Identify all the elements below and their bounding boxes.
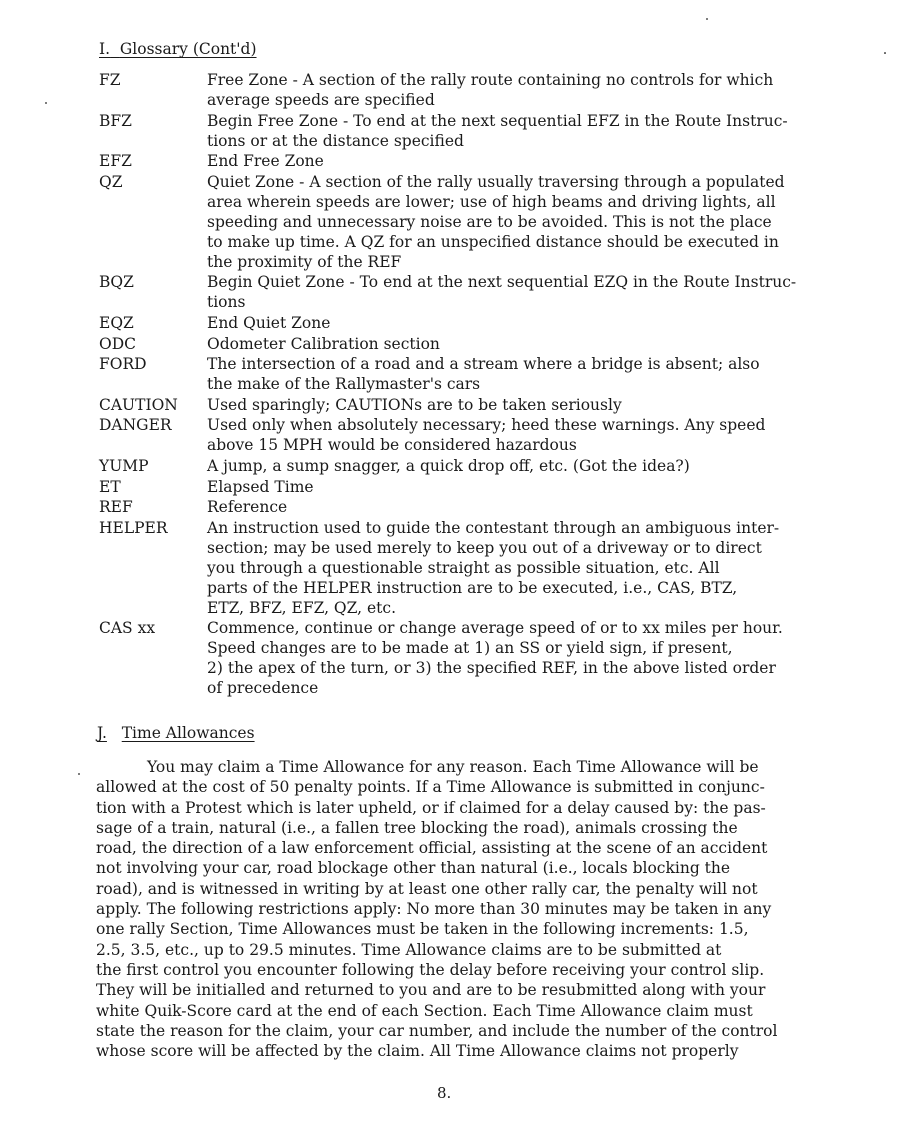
definition-line: 2) the apex of the turn, or 3) the specified REF, in the above listed order — [207, 659, 776, 678]
glossary-entry — [99, 395, 839, 415]
scan-speck — [78, 773, 80, 775]
definition-line: A jump, a sump snagger, a quick drop off, etc. (Got the idea?) — [207, 456, 690, 475]
definition-line: End Free Zone — [207, 152, 324, 171]
definition-line: the proximity of the REF — [207, 252, 402, 271]
definition-line: Reference — [207, 498, 288, 517]
glossary-entry — [99, 518, 839, 618]
paragraph-line: tion with a Protest which is later upheld, or if claimed for a delay caused by: the pas- — [96, 798, 766, 817]
glossary-term: CAUTION — [99, 395, 178, 414]
glossary-term: DANGER — [99, 416, 172, 435]
glossary-definition — [207, 518, 839, 618]
glossary-definition — [207, 395, 839, 415]
glossary-entry — [99, 172, 839, 272]
section-j-heading — [97, 723, 255, 743]
definition-line: area wherein speeds are lower; use of high beams and driving lights, all — [207, 192, 776, 211]
definition-line: speeding and unnecessary noise are to be avoided. This is not the place — [207, 212, 772, 231]
section-i-title: Glossary (Cont'd) — [119, 40, 257, 58]
paragraph-line: sage of a train, natural (i.e., a fallen tree blocking the road), animals crossing the — [96, 818, 738, 837]
glossary-term: CAS xx — [99, 619, 156, 638]
glossary-term: REF — [99, 498, 133, 517]
definition-line: section; may be used merely to keep you out of a driveway or to direct — [207, 538, 762, 557]
glossary-entry — [99, 313, 839, 333]
definition-line: tions — [207, 293, 246, 312]
glossary-definition — [207, 111, 839, 151]
glossary-definition — [207, 70, 839, 110]
definition-line: Quiet Zone - A section of the rally usually traversing through a populated — [207, 172, 785, 191]
glossary-definition — [207, 477, 839, 497]
paragraph-line: the first control you encounter following the delay before receiving your control slip. — [96, 960, 765, 979]
definition-line: Elapsed Time — [207, 477, 314, 496]
paragraph-line: state the reason for the claim, your car number, and include the number of the control — [96, 1021, 778, 1040]
glossary-entry — [99, 618, 839, 698]
scan-speck — [706, 18, 708, 20]
glossary-term: FZ — [99, 71, 121, 89]
definition-line: Commence, continue or change average speed of or to xx miles per hour. — [207, 619, 783, 638]
definition-line: average speeds are specified — [207, 91, 435, 109]
glossary-term: ODC — [99, 334, 136, 353]
definition-line: Used sparingly; CAUTIONs are to be taken seriously — [207, 395, 622, 414]
glossary-entry — [99, 111, 839, 151]
definition-line: above 15 MPH would be considered hazardous — [207, 436, 577, 455]
paragraph-line: apply. The following restrictions apply: No more than 30 minutes may be taken in any — [96, 900, 772, 919]
definition-line: the make of the Rallymaster's cars — [207, 375, 481, 394]
section-i-letter: I. — [99, 40, 111, 58]
scan-speck — [884, 52, 886, 54]
paragraph-line: road, the direction of a law enforcement official, assisting at the scene of an accident — [96, 839, 768, 858]
definition-line: parts of the HELPER instruction are to be executed, i.e., CAS, BTZ, — [207, 578, 738, 597]
glossary-term: YUMP — [99, 456, 149, 475]
paragraph-line: They will be initialled and returned to you and are to be resubmitted along with your — [96, 981, 766, 1000]
definition-line: Begin Quiet Zone - To end at the next sequential EZQ in the Route Instruc- — [207, 273, 797, 292]
paragraph-line: not involving your car, road blockage other than natural (i.e., locals blocking the — [96, 859, 731, 878]
paragraph-line: You may claim a Time Allowance for any reason. Each Time Allowance will be — [147, 758, 759, 776]
glossary-term: BQZ — [99, 273, 134, 292]
glossary-definition — [207, 456, 839, 476]
glossary-entry — [99, 477, 839, 497]
glossary-entry — [99, 272, 839, 312]
glossary-definition — [207, 151, 839, 171]
glossary-definition — [207, 272, 839, 312]
scan-speck — [45, 102, 47, 104]
glossary-definition — [207, 618, 839, 698]
paragraph-line: one rally Section, Time Allowances must be taken in the following increments: 1.5, — [96, 920, 749, 939]
definition-line: Free Zone - A section of the rally route containing no controls for which — [207, 71, 774, 89]
time-allowances-paragraph — [96, 757, 816, 1061]
paragraph-line: whose score will be affected by the claim. All Time Allowance claims not properly — [96, 1042, 739, 1061]
glossary-term: BFZ — [99, 111, 132, 130]
glossary-entry — [99, 70, 839, 110]
glossary-entry — [99, 456, 839, 476]
glossary-list — [99, 70, 839, 699]
paragraph-line: allowed at the cost of 50 penalty points. If a Time Allowance is submitted in conjunc- — [96, 778, 765, 797]
paragraph-line: white Quik-Score card at the end of each Section. Each Time Allowance claim must — [96, 1001, 753, 1020]
glossary-entry — [99, 151, 839, 171]
definition-line: to make up time. A QZ for an unspecified distance should be executed in — [207, 232, 779, 251]
glossary-definition — [207, 415, 839, 455]
definition-line: Used only when absolutely necessary; heed these warnings. Any speed — [207, 416, 766, 435]
glossary-entry — [99, 415, 839, 455]
definition-line: The intersection of a road and a stream where a bridge is absent; also — [207, 355, 760, 374]
glossary-term: QZ — [99, 172, 123, 191]
section-j-letter: J. — [97, 724, 107, 742]
glossary-definition — [207, 313, 839, 333]
page-number: 8. — [437, 1084, 452, 1102]
glossary-definition — [207, 334, 839, 354]
paragraph-line: road), and is witnessed in writing by at least one other rally car, the penalty will not — [96, 879, 758, 898]
section-j-title: Time Allowances — [121, 724, 255, 742]
section-i-heading — [99, 39, 257, 59]
definition-line: you through a questionable straight as possible situation, etc. All — [207, 558, 720, 577]
glossary-entry — [99, 334, 839, 354]
glossary-entry — [99, 497, 839, 517]
definition-line: An instruction used to guide the contestant through an ambiguous inter- — [207, 518, 780, 537]
definition-line: Begin Free Zone - To end at the next sequential EFZ in the Route Instruc- — [207, 111, 788, 130]
definition-line: of precedence — [207, 679, 319, 698]
glossary-definition — [207, 497, 839, 517]
glossary-entry — [99, 354, 839, 394]
glossary-definition — [207, 172, 839, 272]
definition-line: End Quiet Zone — [207, 313, 331, 332]
glossary-term: HELPER — [99, 518, 168, 537]
definition-line: Speed changes are to be made at 1) an SS or yield sign, if present, — [207, 639, 733, 658]
definition-line: Odometer Calibration section — [207, 334, 440, 353]
definition-line: ETZ, BFZ, EFZ, QZ, etc. — [207, 598, 396, 617]
glossary-term: EQZ — [99, 313, 134, 332]
glossary-term: FORD — [99, 355, 147, 374]
glossary-term: ET — [99, 477, 121, 496]
paragraph-line: 2.5, 3.5, etc., up to 29.5 minutes. Time Allowance claims are to be submitted at — [96, 940, 722, 959]
definition-line: tions or at the distance specified — [207, 131, 464, 150]
glossary-definition — [207, 354, 839, 394]
glossary-term: EFZ — [99, 152, 132, 171]
